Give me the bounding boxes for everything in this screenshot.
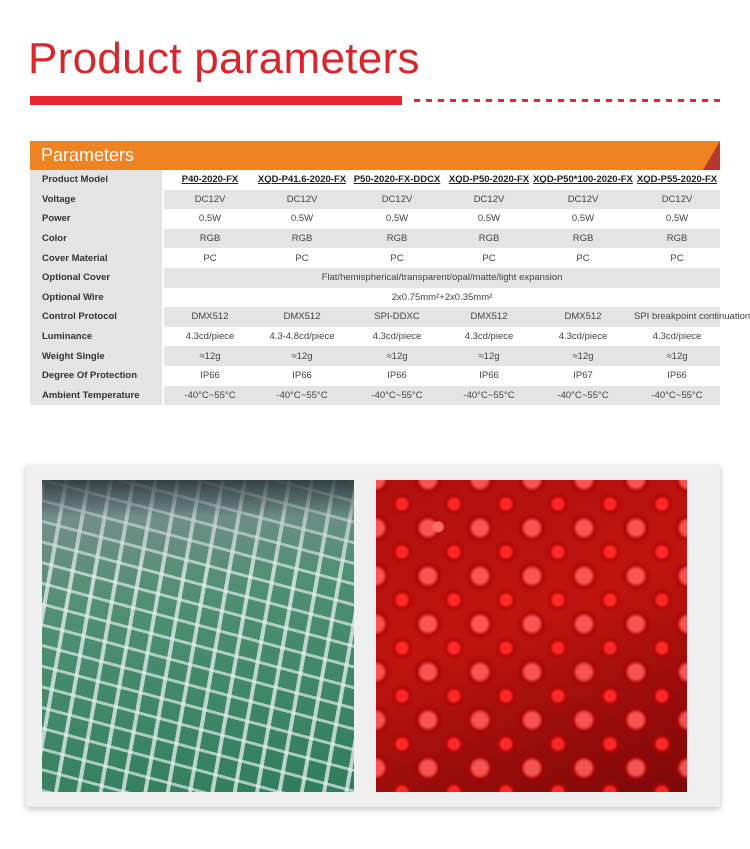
parameters-header [30,141,720,170]
table-cell: 4.3cd/piece [446,327,532,347]
table-cell: 4.3-4.8cd/piece [256,327,348,347]
table-cell: IP66 [348,366,446,386]
table-cell[interactable]: P40-2020-FX [164,170,256,190]
table-cell: 4.3cd/piece [532,327,634,347]
table-cell: 4.3cd/piece [164,327,256,347]
table-row [30,209,720,229]
table-cell: DMX512 [164,307,256,327]
row-label: Product Model [30,170,164,190]
row-label: Degree Of Protection [30,366,164,386]
table-cell: RGB [634,229,720,249]
table-cell[interactable]: XQD-P50*100-2020-FX [532,170,634,190]
table-cell: -40°C~55°C [164,386,256,406]
table-cell: SPI breakpoint continuation [634,307,720,327]
page-title: Product parameters [28,34,420,83]
table-cell: PC [446,248,532,268]
table-row [30,346,720,366]
table-cell: 0.5W [348,209,446,229]
table-cell: ≈12g [348,346,446,366]
table-row [30,386,720,406]
parameters-table [30,170,750,405]
table-cell: DC12V [348,190,446,210]
table-cell[interactable]: P50-2020-FX-DDCX [348,170,446,190]
table-cell: -40°C~55°C [256,386,348,406]
table-cell: DC12V [164,190,256,210]
table-row [30,248,720,268]
table-cell: IP67 [532,366,634,386]
table-cell[interactable]: XQD-P50-2020-FX [446,170,532,190]
table-cell: IP66 [164,366,256,386]
row-label: Weight Single [30,346,164,366]
table-cell: IP66 [634,366,720,386]
table-row [30,327,720,347]
table-cell: ≈12g [446,346,532,366]
table-cell: SPI-DDXC [348,307,446,327]
table-cell: 0.5W [256,209,348,229]
row-label: Color [30,229,164,249]
table-cell: RGB [164,229,256,249]
table-cell[interactable]: XQD-P41.6-2020-FX [256,170,348,190]
table-cell: DMX512 [256,307,348,327]
table-cell: IP66 [446,366,532,386]
table-cell: 0.5W [446,209,532,229]
table-cell: DC12V [256,190,348,210]
table-cell: PC [256,248,348,268]
table-cell: RGB [256,229,348,249]
table-cell: 4.3cd/piece [634,327,720,347]
table-cell: ≈12g [634,346,720,366]
table-cell: DMX512 [532,307,634,327]
table-cell: DC12V [446,190,532,210]
table-cell: RGB [532,229,634,249]
table-cell: 0.5W [634,209,720,229]
table-cell: -40°C~55°C [634,386,720,406]
row-label: Power [30,209,164,229]
row-label: Luminance [30,327,164,347]
table-cell: PC [164,248,256,268]
table-row [30,307,720,327]
table-cell: 0.5W [164,209,256,229]
table-cell[interactable]: XQD-P55-2020-FX [634,170,720,190]
table-cell: RGB [348,229,446,249]
row-label: Control Protocol [30,307,164,327]
table-row [30,268,720,288]
table-cell: ≈12g [164,346,256,366]
table-cell: -40°C~55°C [348,386,446,406]
table-cell: DC12V [634,190,720,210]
table-cell: PC [348,248,446,268]
table-cell: DMX512 [446,307,532,327]
row-label: Ambient Temperature [30,386,164,406]
table-cell: DC12V [532,190,634,210]
table-cell: 0.5W [532,209,634,229]
row-label: Cover Material [30,248,164,268]
parameters-header-label: Parameters [41,145,135,165]
table-cell: 4.3cd/piece [348,327,446,347]
red-led-closeup-photo [376,480,687,792]
row-label: Optional Cover [30,268,164,288]
title-underline-solid [30,96,402,105]
merged-cell: 2x0.75mm²+2x0.35mm² [164,288,720,308]
table-cell: RGB [446,229,532,249]
table-cell: ≈12g [256,346,348,366]
title-underline-dashed [414,99,720,102]
merged-cell: Flat/hemispherical/transparent/opal/matte/light expansion [164,268,720,288]
table-cell: IP66 [256,366,348,386]
table-cell: -40°C~55°C [532,386,634,406]
table-row [30,366,720,386]
table-row [30,190,720,210]
row-label: Voltage [30,190,164,210]
table-cell: -40°C~55°C [446,386,532,406]
header-corner-triangle [703,141,720,170]
table-cell: ≈12g [532,346,634,366]
table-cell: PC [532,248,634,268]
row-label: Optional Wire [30,288,164,308]
table-row [30,288,720,308]
table-row [30,170,720,190]
table-cell: PC [634,248,720,268]
led-grid-photo [42,480,354,792]
table-row [30,229,720,249]
